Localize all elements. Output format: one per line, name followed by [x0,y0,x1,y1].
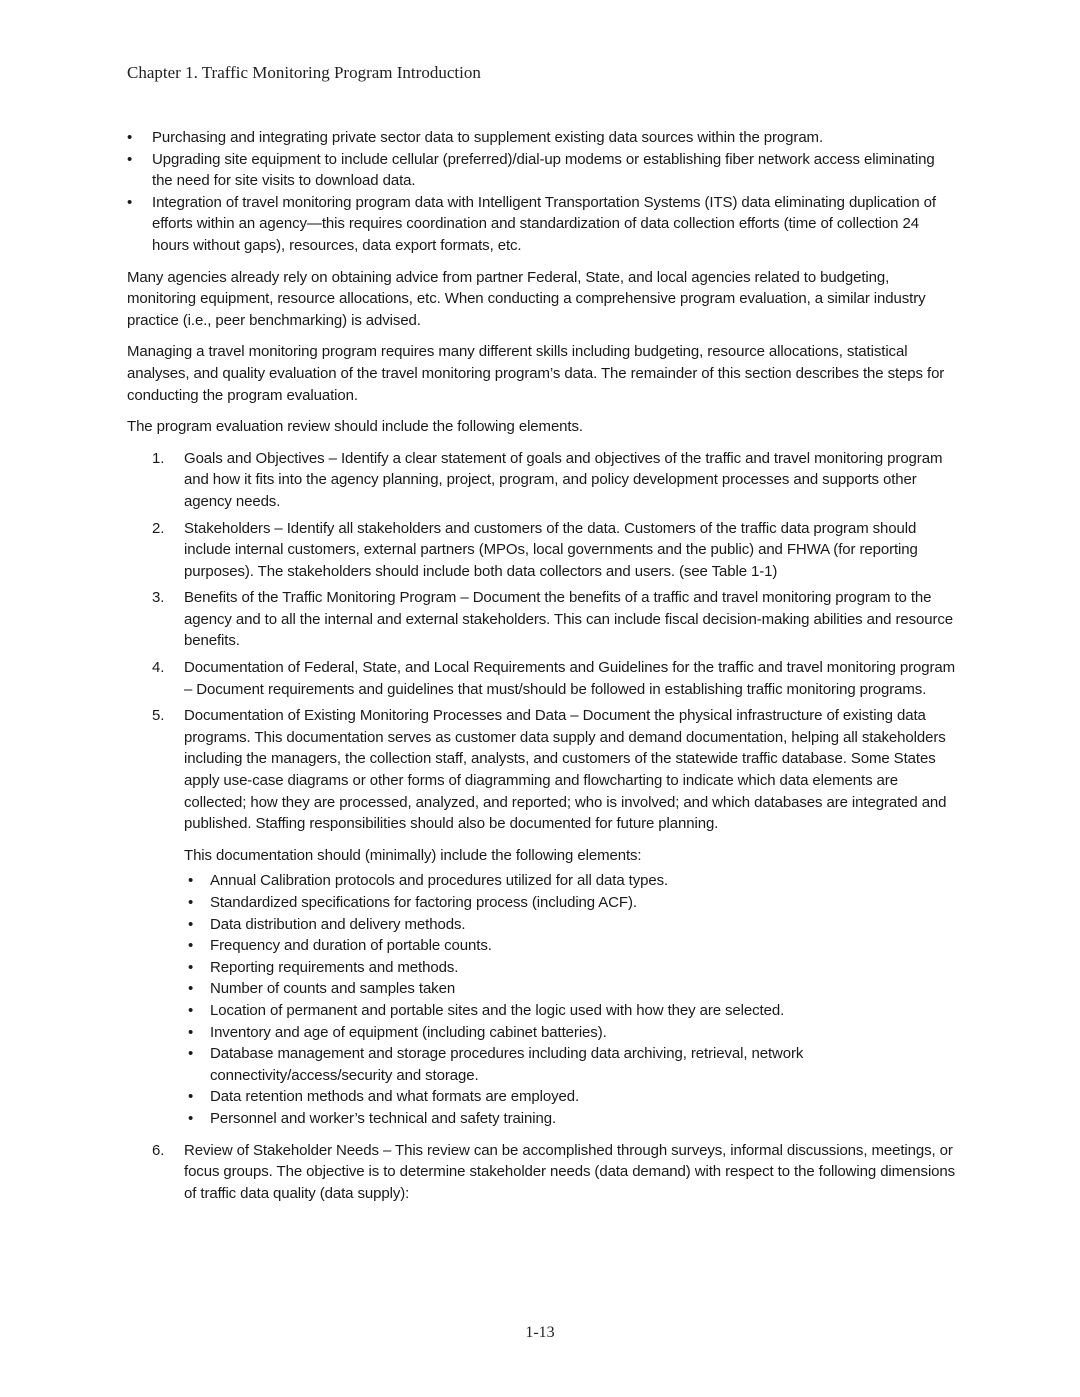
item-number: 3. [152,589,165,607]
list-item: • Integration of travel monitoring program data with Intelligent Transportation Systems (ITS) data eliminating duplication of efforts within an agency—this requires coordination and standardization of data collection efforts (time of collection 24 hours without gaps), resources, data export formats, etc. [127,193,936,254]
list-item: • Reporting requirements and methods. [184,957,957,979]
sub-intro: This documentation should (minimally) include the following elements: [184,846,642,864]
list-item: • Frequency and duration of portable counts. [184,935,957,957]
numbered-item: 1. Goals and Objectives – Identify a clear statement of goals and objectives of the traffic and travel monitoring program and how it fits into the agency planning, project, program, and policy development processes and supports other agency needs. [152,449,943,510]
list-item: • Purchasing and integrating private sector data to supplement existing data sources within the program. [127,127,957,149]
numbered-item: 3. Benefits of the Traffic Monitoring Program – Document the benefits of a traffic and travel monitoring program to the agency and to all the internal and external stakeholders. This can include fiscal decision-making abilities and resource benefits. [152,589,954,650]
list-item: • Location of permanent and portable sites and the logic used with how they are selected. [184,1000,957,1022]
item-number: 5. [152,707,165,725]
list-item: • Standardized specifications for factoring process (including ACF). [184,892,957,914]
item-number: 2. [152,519,165,537]
paragraph: Many agencies already rely on obtaining advice from partner Federal, State, and local agencies related to budgeting, monitoring equipment, resource allocations, etc. When conducting a comprehensive program evaluation, a similar industry practice (i.e., peer benchmarking) is advised. [127,268,926,329]
sub-bullet-list [184,870,957,1129]
bullet-icon: • [188,1001,194,1019]
bullet-icon: • [188,894,194,911]
list-item: • Annual Calibration protocols and procedures utilized for all data types. [184,870,957,892]
list-item: • Upgrading site equipment to include cellular (preferred)/dial-up modems or establishing fiber network access eliminating the need for site visits to download data. [127,150,935,190]
list-item: • Personnel and worker’s technical and safety training. [184,1108,957,1130]
bullet-icon: • [127,150,133,168]
bullet-icon: • [188,937,194,955]
numbered-item: 2. Stakeholders – Identify all stakeholders and customers of the data. Customers of the traffic data program should include internal customers, external partners (MPOs, local governments and the public) and FHWA (for reporting purposes). The stakeholders should include both data collectors and users. (see Table 1-1) [152,519,918,580]
list-item: • Data retention methods and what formats are employed. [184,1086,957,1108]
bullet-icon: • [188,1023,194,1041]
paragraph: Managing a travel monitoring program requires many different skills including budgeting, resource allocations, statistical analyses, and quality evaluation of the travel monitoring program’s data. The remainder of this section describes the steps for conducting the program evaluation. [127,343,945,404]
list-item: • Data distribution and delivery methods. [184,914,957,936]
numbered-item: 6. Review of Stakeholder Needs – This review can be accomplished through surveys, informal discussions, meetings, or focus groups. The objective is to determine stakeholder needs (data demand) with respect to the following dimensions of traffic data quality (data supply): [152,1141,956,1202]
bullet-icon: • [188,1088,194,1106]
numbered-list [127,448,957,1205]
chapter-header: Chapter 1. Traffic Monitoring Program Introduction [127,63,481,82]
bullet-icon: • [188,1109,194,1127]
item-number: 4. [152,659,165,677]
list-item: • Inventory and age of equipment (including cabinet batteries). [184,1022,957,1044]
item-number: 1. [152,449,165,467]
numbered-item: 5. Documentation of Existing Monitoring Processes and Data – Document the physical infrastructure of existing data programs. This documentation serves as customer data supply and demand documentation, helping all stakeholders including the managers, the collection staff, analysts, and customers of the statewide traffic database. Some States apply use-case diagrams or other forms of diagramming and flowcharting to indicate which data elements are collected; how they are processed, analyzed, and reported; who is involved; and which databases are integrated and published. Staffing responsibilities should also be documented for future planning. This documentation should (minimally) include the following elements: • Annual Calibration protocols and procedures utilized for all data types. • Standardized specifications for factoring process (including ACF). • Data distribution and delivery methods. • Frequency and duration of portable counts. • Reporting requirements and methods. • Number of counts and samples taken • Location of permanent and portable sites and the logic used with how they are selected. • Inventory and age of equipment (including cabinet batteries). • Database management and storage procedures including data archiving, retrieval, network connectivity/access/security and storage. • Data retention methods and what formats are employed. • Personnel and worker’s technical and safety training. [127,705,957,1129]
item-number: 6. [152,1141,165,1159]
list-item: • Database management and storage procedures including data archiving, retrieval, network connectivity/access/security and storage. [188,1045,804,1084]
bullet-icon: • [188,872,194,890]
bullet-icon: • [188,958,194,976]
page-body [127,127,957,1209]
bullet-icon: • [188,1045,194,1063]
bullet-icon: • [188,980,194,998]
top-bullet-list [127,127,957,257]
page-number: 1-13 [525,1324,555,1341]
bullet-icon: • [127,193,133,211]
paragraph: The program evaluation review should include the following elements. [127,418,583,436]
numbered-item: 4. Documentation of Federal, State, and Local Requirements and Guidelines for the traffic and travel monitoring program – Document requirements and guidelines that must/should be followed in establishing traffic monitoring programs. [152,659,956,698]
bullet-icon: • [127,129,133,146]
list-item: • Number of counts and samples taken [184,978,957,1000]
bullet-icon: • [188,915,194,933]
